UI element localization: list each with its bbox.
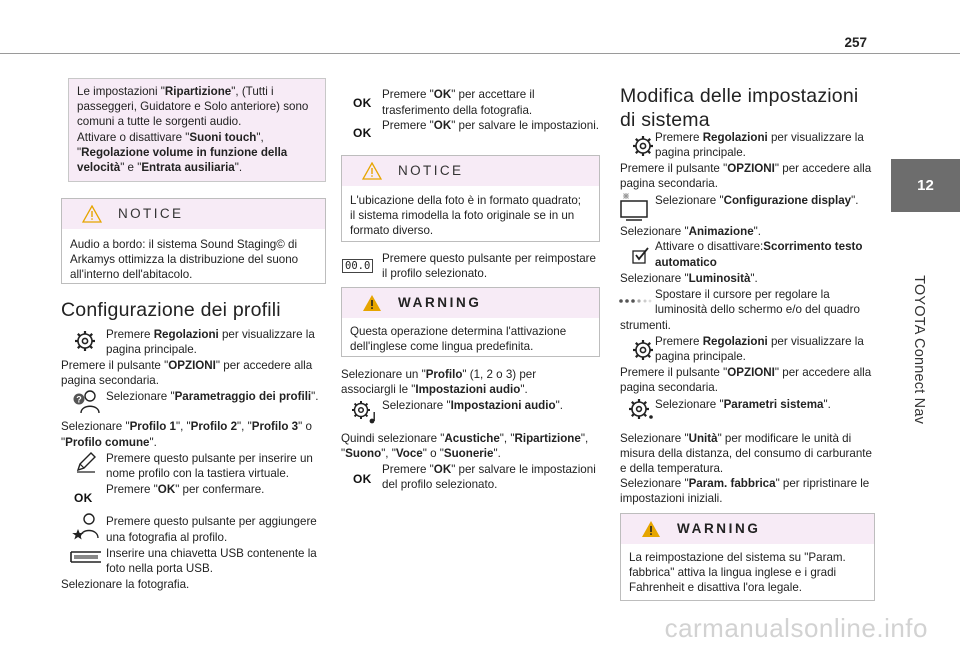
- text-line: del profilo selezionato.: [382, 478, 498, 491]
- notice-line: all'interno dell'abitacolo.: [70, 268, 193, 282]
- settings-gear-icon: [632, 339, 654, 361]
- text-line: Premere "OK" per confermare.: [106, 483, 265, 496]
- notice-line: Arkamys ottimizza la distribuzione del suono: [70, 253, 299, 267]
- notice-line: il sistema rimodella la foto originale se in un: [350, 209, 575, 223]
- text-line: Inserire una chiavetta USB contenente la: [106, 547, 317, 560]
- text-line: Premere il pulsante "OPZIONI" per accedere alla: [620, 366, 872, 379]
- info-line: Le impostazioni "Ripartizione", (Tutti i: [77, 85, 274, 98]
- heading-line: Modifica delle impostazioni: [620, 85, 859, 107]
- text-line: pagina principale.: [655, 146, 746, 159]
- text-line: pagina secondaria.: [620, 381, 718, 394]
- warning-box-language: [341, 287, 600, 357]
- warning-filled-triangle-icon: [641, 520, 661, 538]
- notice-box-audio: [61, 198, 326, 284]
- warning-line: Fahrenheit e disattiva l'ora legale.: [629, 581, 803, 595]
- text-line: Premere "OK" per salvare le impostazioni: [382, 463, 596, 476]
- text-line: Premere "OK" per salvare le impostazioni.: [382, 119, 600, 132]
- page-number: 257: [844, 35, 867, 50]
- heading-line: di sistema: [620, 109, 710, 131]
- text-line: "Suono", "Voce" o "Suonerie".: [341, 447, 501, 460]
- ok-button-icon: OK: [353, 126, 372, 140]
- warning-title: WARNING: [677, 521, 761, 537]
- add-photo-profile-icon: [71, 512, 101, 540]
- settings-gear-icon: [74, 330, 96, 352]
- text-line: Attivare o disattivare:Scorrimento testo: [655, 240, 863, 253]
- ok-button-icon: OK: [74, 491, 93, 505]
- text-line: luminosità dello schermo e/o del quadro: [655, 303, 860, 316]
- notice-header: [342, 156, 599, 186]
- text-line: impostazioni iniziali.: [620, 492, 723, 505]
- text-line: trasferimento della fotografia.: [382, 104, 533, 117]
- notice-title: NOTICE: [398, 163, 464, 179]
- text-line: Premere "OK" per accettare il: [382, 88, 535, 101]
- warning-box-factory-reset: [620, 513, 875, 601]
- notice-line: Audio a bordo: il sistema Sound Staging© di: [70, 238, 298, 251]
- reset-profile-icon: 00.0: [342, 259, 373, 273]
- text-line: Selezionare "Param. fabbrica" per ripristinare le: [620, 477, 870, 490]
- info-line: passeggeri, Guidatore e Solo anteriore) sono: [77, 100, 309, 114]
- text-line: Selezionare "Impostazioni audio".: [382, 399, 563, 412]
- text-line: Selezionare la fotografia.: [61, 578, 190, 591]
- info-line: Attivare o disattivare "Suoni touch",: [77, 130, 264, 144]
- notice-line: L'ubicazione della foto è in formato quadrato;: [350, 194, 582, 207]
- checkbox-checked-icon: [632, 246, 650, 264]
- ok-button-icon: OK: [353, 96, 372, 110]
- notice-header: [62, 199, 325, 229]
- chapter-title: TOYOTA Connect Nav: [910, 275, 927, 425]
- info-line: "Regolazione volume in funzione della: [77, 145, 288, 159]
- pencil-edit-icon: [75, 451, 97, 473]
- system-settings-icon: [624, 396, 654, 422]
- warning-line: fabbrica" attiva la lingua inglese e i gradi: [629, 566, 837, 580]
- display-brightness-icon: [618, 192, 650, 222]
- notice-box-photo: [341, 155, 600, 242]
- notice-line: formato diverso.: [350, 224, 434, 238]
- text-line: automatico: [655, 256, 717, 269]
- text-line: pagina principale.: [106, 343, 197, 356]
- text-line: Selezionare "Profilo 1", "Profilo 2", "Profilo 3" o: [61, 420, 312, 433]
- usb-stick-icon: [70, 550, 102, 564]
- text-line: pagina secondaria.: [61, 374, 159, 387]
- text-line: Premere questo pulsante per reimpostare: [382, 252, 596, 265]
- notice-body: [342, 186, 599, 246]
- text-line: Selezionare "Parametri sistema".: [655, 398, 831, 411]
- text-line: misura della distanza, del consumo di carburante: [620, 447, 872, 460]
- notice-body: [62, 229, 325, 290]
- text-line: Premere Regolazioni per visualizzare la: [655, 131, 864, 144]
- brightness-slider-icon: [618, 296, 652, 306]
- section-heading-sistema: [620, 84, 858, 132]
- section-heading-profili: Configurazione dei profili: [61, 299, 281, 321]
- warning-triangle-icon: [362, 162, 382, 180]
- watermark: carmanualsonline.info: [664, 613, 928, 643]
- text-line: Premere questo pulsante per inserire un: [106, 452, 313, 465]
- text-line: nome profilo con la tastiera virtuale.: [106, 467, 290, 480]
- info-line: velocità" e "Entrata ausiliaria".: [77, 161, 243, 175]
- audio-settings-icon: [350, 399, 378, 425]
- header-rule: [0, 53, 960, 54]
- text-line: pagina principale.: [655, 350, 746, 363]
- info-line: comuni a tutte le sorgenti audio.: [77, 115, 242, 129]
- text-line: una fotografia al profilo.: [106, 531, 228, 544]
- notice-title: NOTICE: [118, 206, 184, 222]
- text-line: associargli le "Impostazioni audio".: [341, 383, 528, 396]
- warning-filled-triangle-icon: [362, 294, 382, 312]
- text-line: Selezionare "Luminosità".: [620, 272, 758, 285]
- ok-button-icon: OK: [353, 472, 372, 486]
- profile-settings-icon: [71, 389, 101, 415]
- warning-triangle-icon: [82, 205, 102, 223]
- warning-header: [621, 514, 874, 544]
- warning-body: [342, 318, 599, 361]
- chapter-number: 12: [917, 176, 934, 194]
- text-line: Selezionare "Configurazione display".: [655, 194, 859, 207]
- text-line: Selezionare "Unità" per modificare le unità di: [620, 432, 852, 445]
- ripartizione-info-box: [68, 78, 326, 182]
- text-line: Premere il pulsante "OPZIONI" per accedere alla: [61, 359, 313, 372]
- text-line: pagina secondaria.: [620, 177, 718, 190]
- text-line: Premere il pulsante "OPZIONI" per accedere alla: [620, 162, 872, 175]
- warning-body: [621, 544, 874, 603]
- text-line: Premere questo pulsante per aggiungere: [106, 515, 317, 528]
- text-line: Premere Regolazioni per visualizzare la: [106, 328, 315, 341]
- text-line: Selezionare "Animazione".: [620, 225, 761, 238]
- warning-line: Questa operazione determina l'attivazione: [350, 325, 567, 338]
- svg-text:?: ?: [76, 394, 82, 405]
- settings-gear-icon: [632, 135, 654, 157]
- text-line: Premere Regolazioni per visualizzare la: [655, 335, 864, 348]
- text-line: Quindi selezionare "Acustiche", "Ripartizione",: [341, 432, 589, 445]
- text-line: il profilo selezionato.: [382, 267, 488, 280]
- text-line: e della temperatura.: [620, 462, 724, 475]
- warning-line: dell'inglese come lingua predefinita.: [350, 340, 534, 354]
- text-line: Selezionare "Parametraggio dei profili".: [106, 390, 319, 403]
- warning-header: [342, 288, 599, 318]
- chapter-title-vertical: [905, 205, 931, 495]
- text-line: foto nella porta USB.: [106, 562, 213, 575]
- text-line: Selezionare un "Profilo" (1, 2 o 3) per: [341, 368, 537, 381]
- warning-line: La reimpostazione del sistema su "Param.: [629, 551, 846, 564]
- text-line: Spostare il cursore per regolare la: [655, 288, 830, 301]
- warning-title: WARNING: [398, 295, 482, 311]
- text-line: "Profilo comune".: [61, 436, 157, 449]
- text-line: strumenti.: [620, 319, 671, 332]
